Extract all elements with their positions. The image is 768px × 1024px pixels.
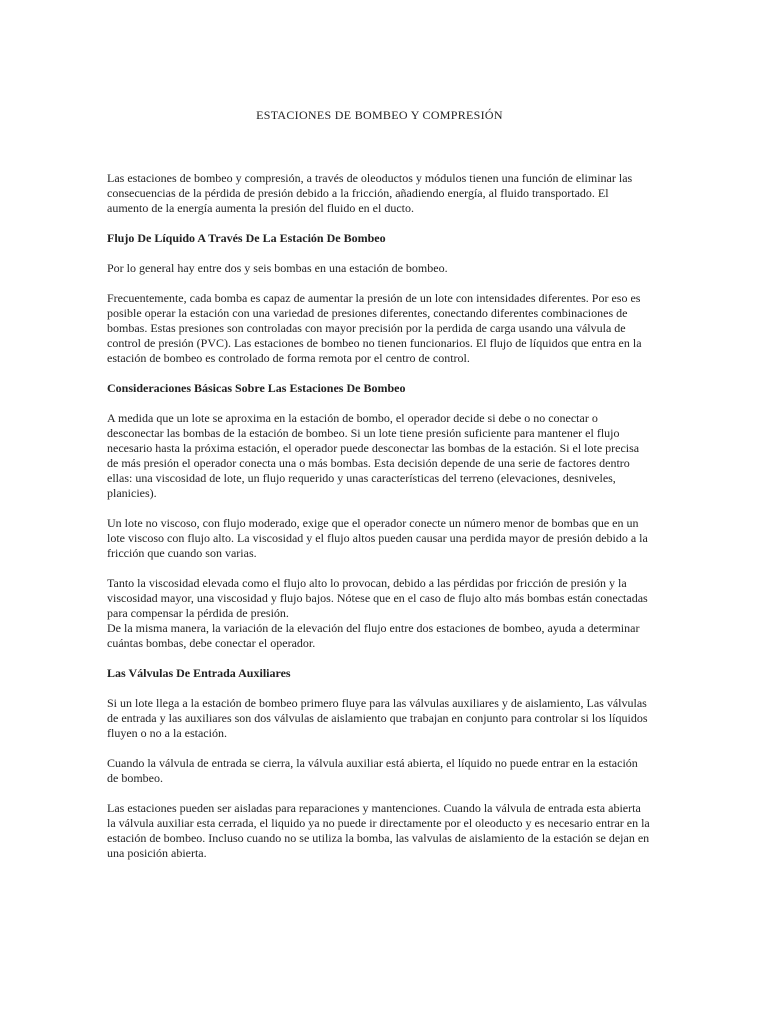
section-heading-consideraciones: Consideraciones Básicas Sobre Las Estaciones De Bombeo [107, 381, 406, 395]
section-heading-valvulas: Las Válvulas De Entrada Auxiliares [107, 666, 291, 680]
section-heading-flujo: Flujo De Líquido A Través De La Estación De Bombeo [107, 231, 386, 245]
paragraph: Cuando la válvula de entrada se cierra, la válvula auxiliar está abierta, el líquido no puede entrar en la estación de bombeo. [107, 756, 638, 785]
document-body [107, 108, 652, 876]
intro-paragraph: Las estaciones de bombeo y compresión, a través de oleoductos y módulos tienen una función de eliminar las consecuencias de la pérdida de presión debido a la fricción, añadiendo energía, al fluido transportado. El aumento de la energía aumenta la presión del fluido en el ducto. [107, 171, 633, 215]
paragraph: Tanto la viscosidad elevada como el flujo alto lo provocan, debido a las pérdidas por fricción de presión y la viscosidad mayor, una viscosidad y flujo bajos. Nótese que en el caso de flujo alto más bombas están conectadas para compensar la pérdida de presión. [107, 576, 648, 620]
paragraph: De la misma manera, la variación de la elevación del flujo entre dos estaciones de bombeo, ayuda a determinar cuántas bombas, debe conectar el operador. [107, 621, 640, 650]
paragraph: A medida que un lote se aproxima en la estación de bombo, el operador decide si debe o no conectar o desconectar las bombas de la estación de bombeo. Si un lote tiene presión suficiente para mantener el flujo necesario hasta la próxima estación, el operador puede desconectar las bombas de la estación. Si el lote precisa de más presión el operador conecta una o más bombas. Esta decisión depende de una serie de factores dentro ellas: una viscosidad de lote, un flujo requerido y unas características del terreno (elevaciones, desniveles, planicies). [107, 411, 640, 500]
document-title: ESTACIONES DE BOMBEO Y COMPRESIÓN [256, 108, 503, 122]
paragraph: Frecuentemente, cada bomba es capaz de aumentar la presión de un lote con intensidades diferentes. Por eso es posible operar la estación con una variedad de presiones diferentes, conectando diferentes combinaciones de bombas. Estas presiones son controladas con mayor precisión por la perdida de carga usando una válvula de control de presión (PVC). Las estaciones de bombeo no tienen funcionarios. El flujo de líquidos que entra en la estación de bombeo es controlado de forma remota por el centro de control. [107, 291, 642, 365]
paragraph: Por lo general hay entre dos y seis bombas en una estación de bombeo. [107, 261, 448, 275]
paragraph: Si un lote llega a la estación de bombeo primero fluye para las válvulas auxiliares y de aislamiento, Las válvulas de entrada y las auxiliares son dos válvulas de aislamiento que trabajan en conjunto para controlar si los líquidos fluyen o no a la estación. [107, 696, 648, 740]
paragraph: Las estaciones pueden ser aisladas para reparaciones y mantenciones. Cuando la válvula de entrada esta abierta la válvula auxiliar esta cerrada, el liquido ya no puede ir directamente por el oleoducto y es necesario entrar en la estación de bombeo. Incluso cuando no se utiliza la bomba, las valvulas de aislamiento de la estación se dejan en una posición abierta. [107, 801, 650, 860]
paragraph: Un lote no viscoso, con flujo moderado, exige que el operador conecte un número menor de bombas que en un lote viscoso con flujo alto. La viscosidad y el flujo altos pueden causar una perdida mayor de presión debido a la fricción que cuando son varias. [107, 516, 648, 560]
